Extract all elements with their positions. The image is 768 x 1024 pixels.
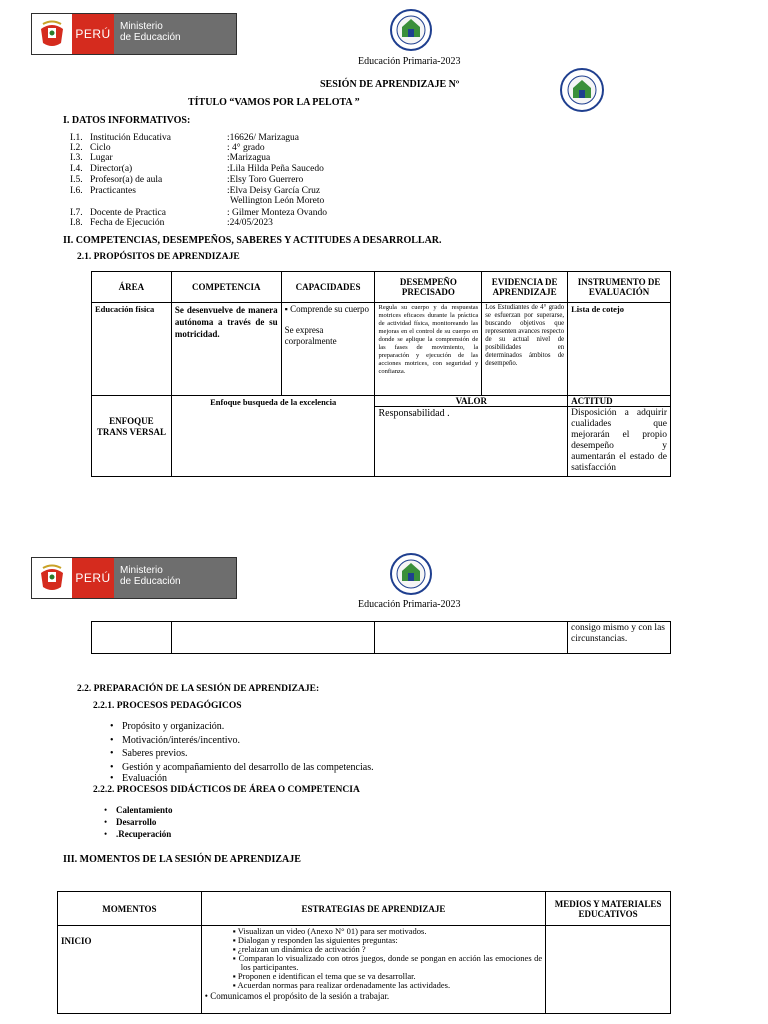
peru-label: PERÚ <box>72 558 114 598</box>
col-capacidades: CAPACIDADES <box>281 272 375 303</box>
school-seal-icon <box>389 7 433 58</box>
info-num: I.3. <box>70 153 83 163</box>
col-instrumento: INSTRUMENTO DE EVALUACIÓN <box>568 272 671 303</box>
col-competencia: COMPETENCIA <box>171 272 281 303</box>
col-area: ÁREA <box>92 272 172 303</box>
school-seal-icon <box>389 551 433 602</box>
propositos-table-continued <box>91 621 671 654</box>
list-item: • Desarrollo <box>104 816 173 828</box>
enfoque-label: ENFOQUE TRANS VERSAL <box>92 396 172 477</box>
list-item: • Gestión y acompañamiento del desarrollo de las competencias. <box>110 761 374 775</box>
list-item: • Saberes previos. <box>110 747 374 761</box>
valor-text: Responsabilidad . <box>378 408 450 419</box>
strategy-item: ▪ Proponen e identifican el tema que se va desarrollar. <box>232 971 416 981</box>
info-label: Fecha de Ejecución <box>90 218 165 228</box>
info-value: Wellington León Moreto <box>230 196 325 206</box>
preparacion-heading: 2.2. PREPARACIÓN DE LA SESIÓN DE APRENDIZAJE: <box>77 684 320 694</box>
empty-cell <box>92 622 172 654</box>
info-value: : Gilmer Monteza Ovando <box>227 208 327 218</box>
info-value: :Elva Deisy García Cruz <box>227 186 321 196</box>
list-item: • .Recuperación <box>104 828 173 840</box>
info-value: :16626/ Marizagua <box>227 133 300 143</box>
ministry-label: Ministerio de Educación <box>114 14 236 54</box>
propositos-table <box>91 271 671 477</box>
info-value: : 4° grado <box>227 143 265 153</box>
empty-cell <box>171 622 375 654</box>
strategy-item: ▪ Acuerdan normas para realizar ordenadamente las actividades. <box>232 980 451 990</box>
info-value: :Elsy Toro Guerrero <box>227 175 304 185</box>
ministry-label: Ministerio de Educación <box>114 558 236 598</box>
school-seal-icon <box>559 67 605 118</box>
list-item: • Motivación/interés/incentivo. <box>110 734 374 748</box>
session-number: SESIÓN DE APRENDIZAJE Nº <box>320 79 460 90</box>
medios-cell <box>546 926 671 1014</box>
col-medios: MEDIOS Y MATERIALES EDUCATIVOS <box>546 892 671 926</box>
strategy-last: • Comunicamos el propósito de la sesión a trabajar. <box>204 991 390 1001</box>
strategy-item: ▪ Visualizan un video (Anexo N° 01) para ser motivados. <box>232 926 427 936</box>
moment-inicio: INICIO <box>58 926 202 1014</box>
col-estrategias: ESTRATEGIAS DE APRENDIZAJE <box>201 892 545 926</box>
info-label: Institución Educativa <box>90 133 171 143</box>
info-value: :Marizagua <box>227 153 271 163</box>
valor-cell <box>375 396 568 477</box>
col-evidencia: EVIDENCIA DE APRENDIZAJE <box>482 272 568 303</box>
info-row: I.1. <box>70 133 83 143</box>
info-num: I.7. <box>70 208 83 218</box>
list-item: • Propósito y organización. <box>110 720 374 734</box>
procesos-didacticos-heading: 2.2.2. PROCESOS DIDÁCTICOS DE ÁREA O COMPETENCIA <box>93 785 360 795</box>
strategy-item: ▪ Dialogan y responden las siguientes preguntas: <box>232 935 398 945</box>
capacidad-item: ▪ Comprende su cuerpo <box>284 304 370 314</box>
peru-label: PERÚ <box>72 14 114 54</box>
col-momentos: MOMENTOS <box>58 892 202 926</box>
peru-shield-icon <box>32 558 72 598</box>
propositos-heading: 2.1. PROPÓSITOS DE APRENDIZAJE <box>77 252 240 262</box>
session-title: TÍTULO “VAMOS POR LA PELOTA ” <box>188 97 360 108</box>
actitud-text: Disposición a adquirir cualidades que mejorarán el propio desempeño y aumentarán el estado de satisfacción <box>571 408 667 473</box>
info-num: I.5. <box>70 175 83 185</box>
edu-level-label: Educación Primaria-2023 <box>358 56 461 67</box>
info-num: I.6. <box>70 186 83 196</box>
info-num: I.8. <box>70 218 83 228</box>
info-label: Docente de Practica <box>90 208 166 218</box>
info-num: I.4. <box>70 164 83 174</box>
strategies-cell <box>201 926 545 1014</box>
section-datos-heading: I. DATOS INFORMATIVOS: <box>63 115 191 126</box>
actitud-cell <box>568 396 671 477</box>
evidencia-cell: Los Estudiantes de 4° grado se esfuerzan por superarse, buscando objetivos que representen avances respecto de su actual nivel de posibilidades en determinados ámbitos de desempeño. <box>482 303 568 396</box>
info-label: Director(a) <box>90 164 133 174</box>
info-num: I.2. <box>70 143 83 153</box>
col-desempeno: DESEMPEÑO PRECISADO <box>375 272 482 303</box>
desempeno-cell: Regula su cuerpo y da respuestas motrices eficaces durante la práctica de actividad física, monitoreando las mejoras en el control de su cuerpo en donde se aplique la comprensión de las fases de movimiento, la preparación y ejecución de las acciones motrices, con seguridad y confianza. <box>375 303 482 396</box>
list-item: • Evaluación <box>110 774 374 784</box>
competencia-cell: Se desenvuelve de manera autónoma a través de su motricidad. <box>171 303 281 396</box>
procesos-pedagogicos-heading: 2.2.1. PROCESOS PEDAGÓGICOS <box>93 701 242 711</box>
actitud-cont: consigo mismo y con las circunstancias. <box>568 622 671 654</box>
peru-shield-icon <box>32 14 72 54</box>
momentos-table <box>57 891 671 1014</box>
strategy-item: ▪ ¿relaizan un dinámica de activación ? <box>232 944 366 954</box>
edu-level-label: Educación Primaria-2023 <box>358 599 461 610</box>
info-value: :24/05/2023 <box>227 218 273 228</box>
valor-label: VALOR <box>375 396 567 407</box>
area-cell: Educación física <box>92 303 172 396</box>
minedu-logo <box>31 13 237 55</box>
section-momentos-heading: III. MOMENTOS DE LA SESIÓN DE APRENDIZAJE <box>63 854 301 865</box>
procesos-pedagogicos-list <box>110 720 374 784</box>
procesos-didacticos-list <box>104 804 173 840</box>
capacidad-item: Se expresa corporalmente <box>284 325 337 346</box>
actitud-label: ACTITUD <box>568 396 670 407</box>
minedu-logo <box>31 557 237 599</box>
instrumento-cell: Lista de cotejo <box>568 303 671 396</box>
strategy-item: ▪ Comparan lo visualizado con otros juegos, donde se pongan en acción las emociones de los participantes. <box>232 953 543 972</box>
info-label: Profesor(a) de aula <box>90 175 163 185</box>
capacidades-cell <box>281 303 375 396</box>
info-label: Lugar <box>90 153 113 163</box>
info-label: Ciclo <box>90 143 111 153</box>
section-competencias-heading: II. COMPETENCIAS, DESEMPEÑOS, SABERES Y ACTITUDES A DESARROLLAR. <box>63 235 442 246</box>
enfoque-text: Enfoque busqueda de la excelencia <box>171 396 375 477</box>
empty-cell <box>375 622 568 654</box>
list-item: • Calentamiento <box>104 804 173 816</box>
info-value: :Lila Hilda Peña Saucedo <box>227 164 324 174</box>
info-label: Practicantes <box>90 186 136 196</box>
